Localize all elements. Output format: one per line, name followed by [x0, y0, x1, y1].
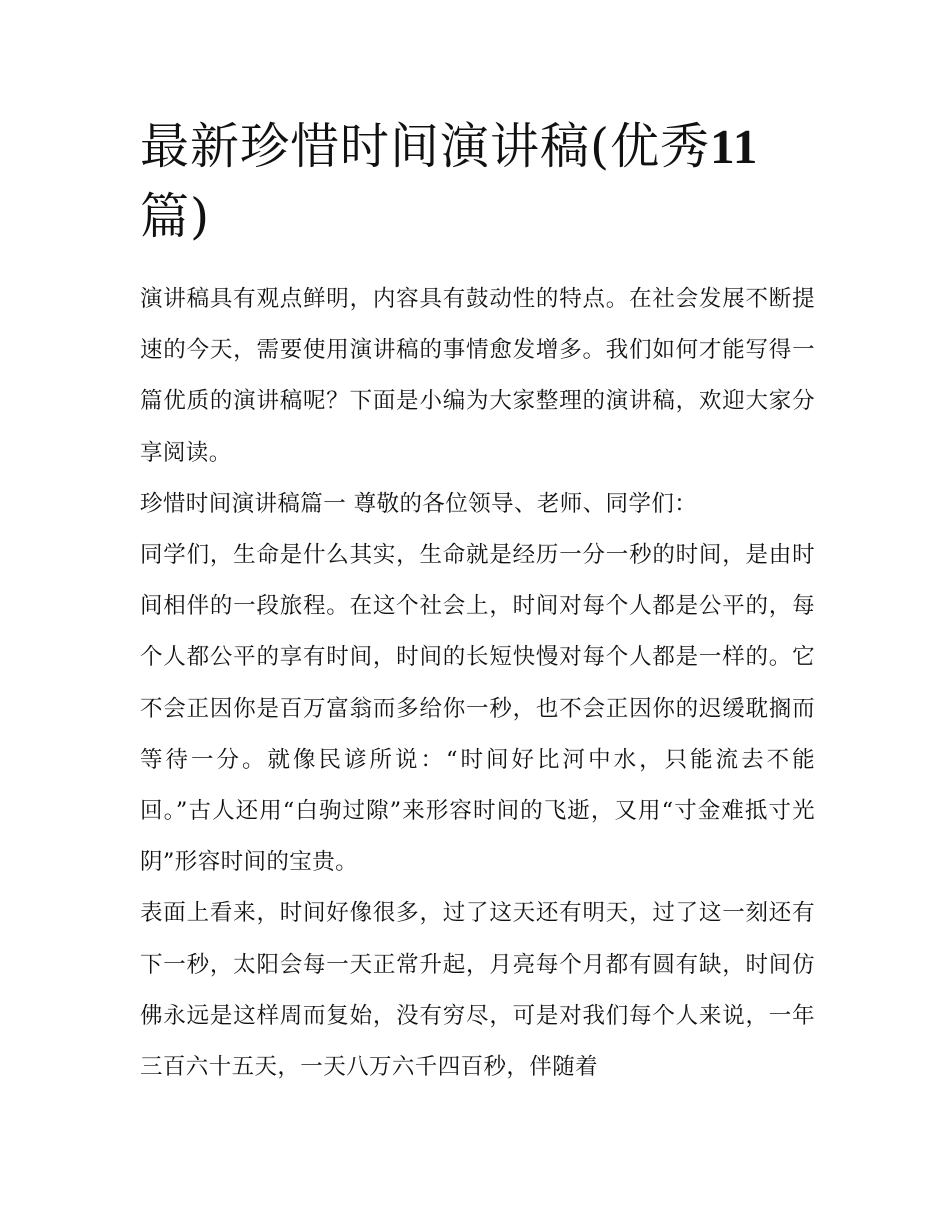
- body-paragraph: 表面上看来，时间好像很多，过了这天还有明天，过了这一刻还有下一秒，太阳会每一天正常升起，月亮每个月都有圆有缺，时间仿佛永远是这样周而复始，没有穷尽，可是对我们每个人来说，一年三百六十五天，一天八万六千四百秒，伴随着: [140, 900, 815, 1081]
- title-main-text: 最新珍惜时间演讲稿(优秀: [140, 118, 711, 175]
- document-body: [140, 112, 815, 1093]
- title-end-text: 篇): [140, 188, 211, 245]
- document-title: [140, 112, 815, 252]
- intro-paragraph: 演讲稿具有观点鲜明，内容具有鼓动性的特点。在社会发展不断提速的今天，需要使用演讲稿的事情愈发增多。我们如何才能写得一篇优质的演讲稿呢？下面是小编为大家整理的演讲稿，欢迎大家分享阅读。: [140, 286, 815, 466]
- title-number: 11: [710, 119, 759, 174]
- section-heading: 珍惜时间演讲稿篇一 尊敬的各位领导、老师、同学们：: [140, 490, 698, 517]
- body-paragraph: 同学们，生命是什么其实，生命就是经历一分一秒的时间，是由时间相伴的一段旅程。在这个社会上，时间对每个人都是公平的，每个人都公平的享有时间，时间的长短快慢对每个人都是一样的。它不会正因你是百万富翁而多给你一秒，也不会正因你的迟缓耽搁而等待一分。就像民谚所说：“时间好比河中水，只能流去不能回。”古人还用“白驹过隙”来形容时间的飞逝，又用“寸金难抵寸光阴”形容时间的宝贵。: [140, 542, 815, 876]
